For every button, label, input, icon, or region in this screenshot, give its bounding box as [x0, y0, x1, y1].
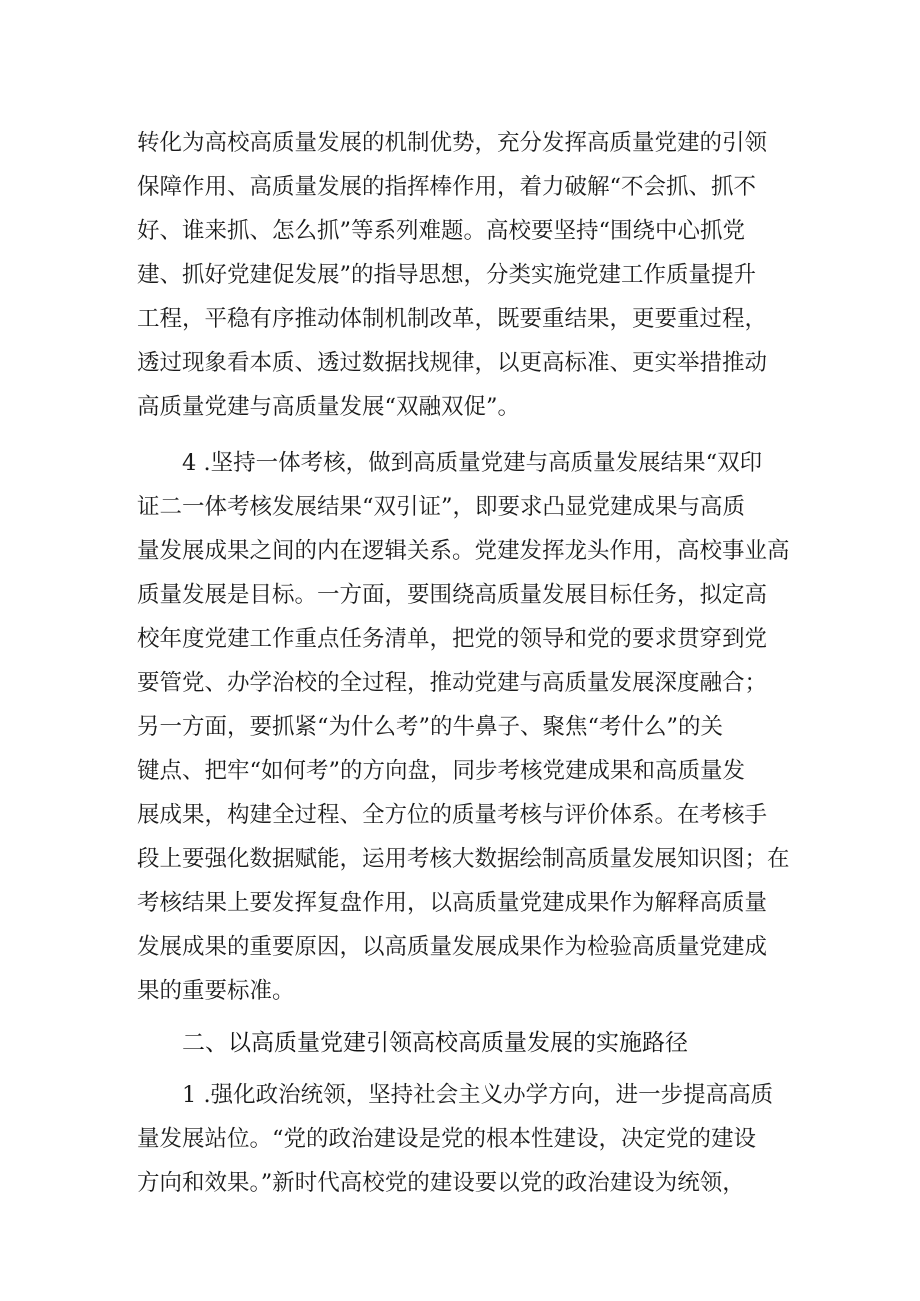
- paragraph-line: 高质量党建与高质量发展“双融双促”。: [137, 394, 521, 420]
- paragraph-line: 1 .强化政治统领，坚持社会主义办学方向，进一步提高高质: [182, 1082, 774, 1108]
- paragraph-line: 方向和效果。”新时代高校党的建设要以党的政治建设为统领，: [137, 1170, 745, 1196]
- paragraph-line: 量发展站位。“党的政治建设是党的根本性建设，决定党的建设: [137, 1126, 757, 1152]
- paragraph-line: 透过现象看本质、透过数据找规律，以更高标准、更实举措推动: [137, 350, 768, 376]
- paragraph-line: 好、谁来抓、怎么抓”等系列难题。高校要坚持“围绕中心抓党: [137, 218, 746, 244]
- paragraph-line: 量发展成果之间的内在逻辑关系。党建发挥龙头作用，高校事业高: [137, 538, 790, 564]
- paragraph-line: 果的重要标准。: [137, 978, 295, 1004]
- paragraph-line: 要管党、办学治校的全过程，推动党建与高质量发展深度融合；: [137, 670, 768, 696]
- paragraph-line: 质量发展是目标。一方面，要围绕高质量发展目标任务，拟定高: [137, 582, 768, 608]
- paragraph-line: 键点、把牢“如何考”的方向盘，同步考核党建成果和高质量发: [137, 758, 746, 784]
- section-heading: 二、以高质量党建引领高校高质量发展的实施路径: [182, 1030, 688, 1056]
- paragraph-line: 考核结果上要发挥复盘作用，以高质量党建成果作为解释高质量: [137, 890, 768, 916]
- paragraph-line: 保障作用、高质量发展的指挥棒作用，着力破解“不会抓、抓不: [137, 174, 757, 200]
- paragraph-line: 证二一体考核发展结果“双引证”，即要求凸显党建成果与高质: [137, 494, 746, 520]
- paragraph-line: 转化为高校高质量发展的机制优势，充分发挥高质量党建的引领: [137, 130, 768, 156]
- paragraph-line: 展成果，构建全过程、全方位的质量考核与评价体系。在考核手: [137, 802, 768, 828]
- paragraph-line: 工程，平稳有序推动体制机制改革，既要重结果，更要重过程，: [137, 306, 768, 332]
- paragraph-line: 发展成果的重要原因，以高质量发展成果作为检验高质量党建成: [137, 934, 768, 960]
- paragraph-line: 另一方面，要抓紧“为什么考”的牛鼻子、聚焦“考什么”的关: [137, 714, 724, 740]
- paragraph-line: 4 .坚持一体考核，做到高质量党建与高质量发展结果“双印: [182, 450, 763, 476]
- paragraph-line: 校年度党建工作重点任务清单，把党的领导和党的要求贯穿到党: [137, 626, 768, 652]
- paragraph-line: 段上要强化数据赋能，运用考核大数据绘制高质量发展知识图；在: [137, 846, 790, 872]
- paragraph-line: 建、抓好党建促发展”的指导思想，分类实施党建工作质量提升: [137, 262, 757, 288]
